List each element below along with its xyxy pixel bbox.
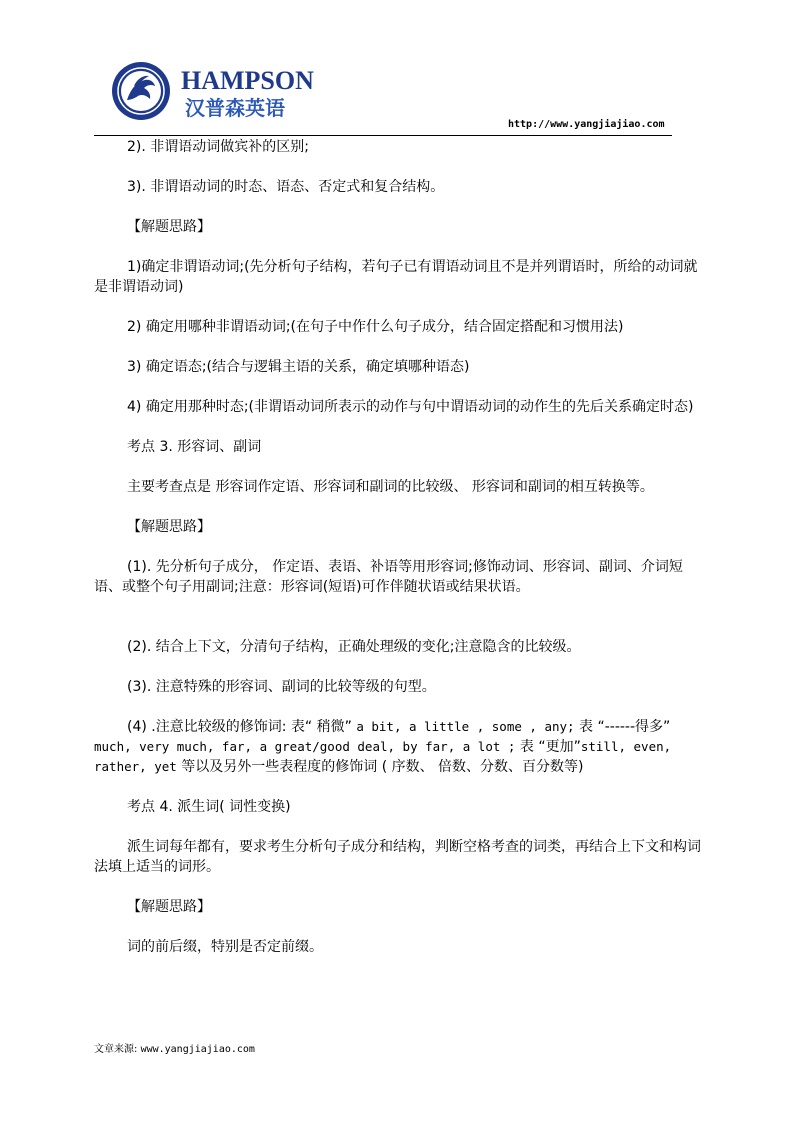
section-heading-point-3: 考点 3. 形容词、副词 <box>127 439 262 455</box>
section-heading-solution-3: 【解题思路】 <box>127 899 211 915</box>
paragraph-6: 3) 确定语态;(结合与逻辑主语的关系，确定填哪种语态) <box>127 359 470 375</box>
paragraph-5: 2) 确定用哪种非谓语动词;(在句子中作什么句子成分，结合固定搭配和习惯用法) <box>127 319 624 335</box>
logo-text-en: HAMPSON <box>181 66 314 95</box>
paragraph-9: 主要考查点是 形容词作定语、形容词和副词的比较级、 形容词和副词的相互转换等。 <box>127 479 654 495</box>
paragraph-14: (4) .注意比较级的修饰词: 表“ 稍微” a bit, a little , some , any; 表 “------得多” much, very much, far, a great/good deal, by far, a lot ; 表 “更加”still, even, rather, yet 等以及另外一些表程度的修饰词 ( 序数、 倍数、分数、百分数等) <box>94 719 672 775</box>
paragraph-18: 词的前后缀，特别是否定前缀。 <box>127 939 323 955</box>
footer-source <box>94 1043 255 1057</box>
paragraph-2: 3). 非谓语动词的时态、语态、否定式和复合结构。 <box>127 179 445 195</box>
section-heading-point-4: 考点 4. 派生词( 词性变换) <box>127 799 291 815</box>
paragraph-12: (2). 结合上下文，分清句子结构，正确处理级的变化;注意隐含的比较级。 <box>127 639 581 655</box>
hampson-logo <box>110 60 315 122</box>
section-heading-solution: 【解题思路】 <box>127 219 211 235</box>
hampson-logo-graphic <box>110 60 315 122</box>
paragraph-11: (1). 先分析句子成分， 作定语、表语、补语等用形容词;修饰动词、形容词、副词、介词短语、或整个句子用副词;注意：形容词(短语)可作伴随状语或结果状语。 <box>94 559 683 595</box>
paragraph-1: 2). 非谓语动词做宾补的区别; <box>127 139 309 155</box>
paragraph-7: 4) 确定用那种时态;(非谓语动词所表示的动作与句中谓语动词的动作生的先后关系确定时态) <box>127 399 694 415</box>
footer-url[interactable]: www.yangjiajiao.com <box>140 1044 255 1055</box>
section-heading-solution-2: 【解题思路】 <box>127 519 211 535</box>
paragraph-4: 1)确定非谓语动词;(先分析句子结构，若句子已有谓语动词且不是并列谓语时，所给的动词就是非谓语动词) <box>94 259 698 295</box>
article-body <box>94 136 702 957</box>
paragraph-13: (3). 注意特殊的形容词、副词的比较等级的句型。 <box>127 679 436 695</box>
header-url[interactable]: http://www.yangjiajiao.com <box>508 119 665 130</box>
paragraph-16: 派生词每年都有，要求考生分析句子成分和结构，判断空格考查的词类，再结合上下文和构词法填上适当的词形。 <box>94 839 701 875</box>
footer-label: 文章来源: <box>94 1044 138 1055</box>
logo-text-cn: 汉普森英语 <box>185 96 285 120</box>
